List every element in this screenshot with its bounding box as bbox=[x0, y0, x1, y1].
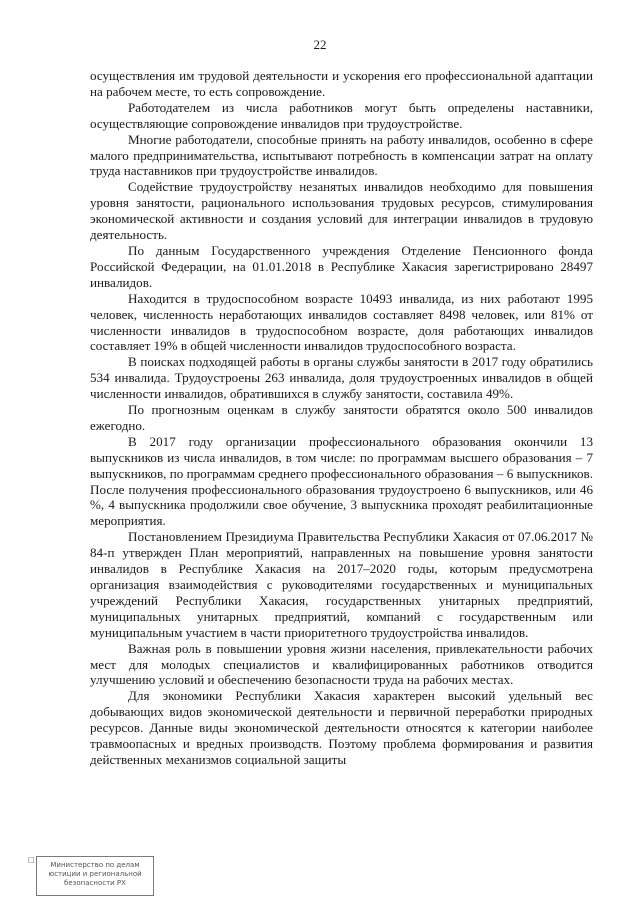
paragraph-9: В 2017 году организации профессионального образования окончили 13 выпускников из числа инвалидов, в том числе: по программам высшего образования – 7 выпускников, по программам среднего профессионального образования – 6 выпускников. После получения профессионального образования трудоустроено 6 выпускников, или 46 %, 4 выпускника продолжили свое обучение, 3 выпускника проходят реабилитационные мероприятия. bbox=[90, 433, 593, 529]
paragraph-8: По прогнозным оценкам в службу занятости обратятся около 500 инвалидов ежегодно. bbox=[90, 402, 593, 433]
paragraph-6: Находится в трудоспособном возрасте 10493 инвалида, из них работают 1995 человек, численность неработающих инвалидов составляет 8498 человек, или 81% от численности инвалидов в трудоспособном возрасте, доля работающих инвалидов составляет 19% в общей численности инвалидов трудоспособного возраста. bbox=[90, 290, 593, 354]
paragraph-7: В поисках подходящей работы в органы службы занятости в 2017 году обратились 534 инвалида. Трудоустроены 263 инвалида, доля трудоустроенных инвалидов в общей численности инвалидов, обратившихся в службу занятости, составила 49%. bbox=[90, 354, 593, 402]
paragraph-5: По данным Государственного учреждения Отделение Пенсионного фонда Российской Федерации, на 01.01.2018 в Республике Хакасия зарегистрировано 28497 инвалидов. bbox=[90, 242, 593, 290]
page-number: 22 bbox=[313, 37, 327, 52]
paragraph-3: Многие работодатели, способные принять на работу инвалидов, особенно в сфере малого предпринимательства, испытывают потребность в компенсации затрат на оплату труда наставников при трудоустройстве инвалидов. bbox=[90, 131, 593, 179]
stamp-line-3: безопасности РХ bbox=[64, 879, 126, 887]
paragraph-12: Для экономики Республики Хакасия характерен высокий удельный вес добывающих видов экономической деятельности и первичной переработки природных ресурсов. Данные виды экономической деятельности относятся к категории наиболее травмоопасных и вредных производств. Поэтому проблема формирования и развития действенных механизмов социальной защиты bbox=[90, 688, 593, 767]
document-body bbox=[90, 68, 593, 768]
paragraph-1: осуществления им трудовой деятельности и ускорения его профессиональной адаптации на рабочем месте, то есть сопровождение. bbox=[90, 68, 593, 99]
paragraph-2: Работодателем из числа работников могут быть определены наставники, осуществляющие сопровождение инвалидов при трудоустройстве. bbox=[90, 99, 593, 131]
paragraph-11: Важная роль в повышении уровня жизни населения, привлекательности рабочих мест для молодых специалистов и квалифицированных работников отводится улучшению условий и обеспечению безопасности труда на рабочих местах. bbox=[90, 640, 593, 688]
paragraph-4: Содействие трудоустройству незанятых инвалидов необходимо для повышения уровня занятости, рационального использования трудовых ресурсов, стимулирования экономической активности и создания условий для интеграции инвалидов в трудовую деятельность. bbox=[90, 179, 593, 243]
registration-stamp bbox=[36, 856, 154, 896]
stamp-corner-mark: □ bbox=[28, 856, 35, 864]
stamp-line-2: юстиции и региональной bbox=[48, 870, 142, 878]
stamp-line-1: Министерство по делам bbox=[50, 861, 140, 869]
paragraph-10: Постановлением Президиума Правительства Республики Хакасия от 07.06.2017 № 84-п утвержден План мероприятий, направленных на повышение уровня занятости инвалидов в Республике Хакасия на 2017–2020 годы, которым предусмотрена организация взаимодействия с руководителями государственных и муниципальных учреждений Республики Хакасия, государственных унитарных предприятий, муниципальных унитарных предприятий, компаний с государственным или муниципальным участием в части приоритетного трудоустройства инвалидов. bbox=[90, 529, 593, 640]
